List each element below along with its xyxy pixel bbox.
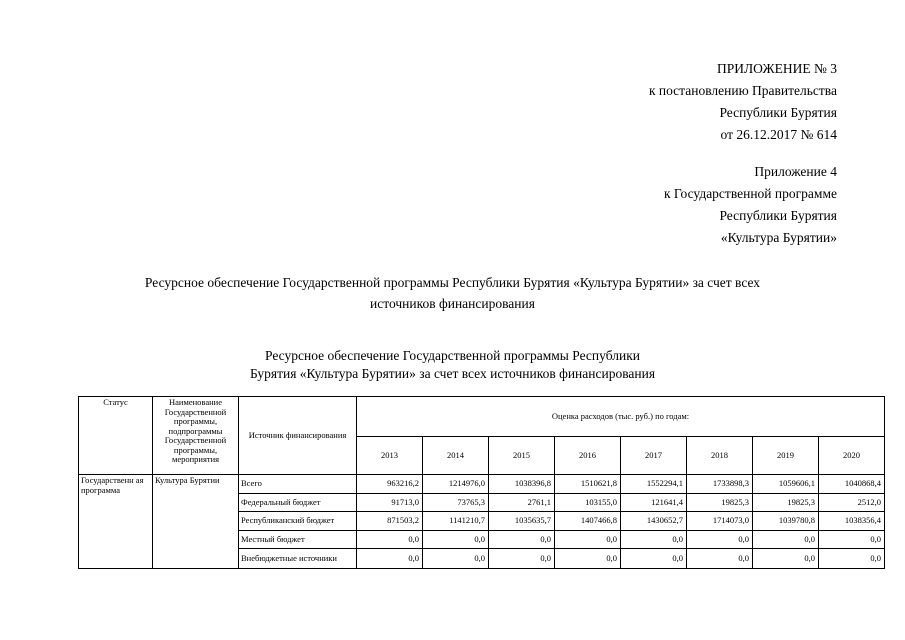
header-name: Наименование Государственной программы, подпрограммы Государственной программы, мероприятия [153, 397, 239, 475]
document-title-line-1: Ресурсное обеспечение Государственной программы Республики Бурятия «Культура Бурятии» за счет всех [144, 275, 761, 290]
source-cell: Внебюджетные источники [239, 549, 357, 569]
header-estimate: Оценка расходов (тыс. руб.) по годам: [357, 397, 885, 437]
value-cell: 0,0 [423, 549, 489, 569]
value-cell: 0,0 [489, 531, 555, 549]
value-cell: 1214976,0 [423, 475, 489, 494]
header-year: 2018 [687, 437, 753, 475]
appendix-4-ref: к Государственной программе [663, 186, 837, 201]
value-cell: 1510621,8 [555, 475, 621, 494]
table-title-line-1: Ресурсное обеспечение Государственной программы Республики [265, 348, 640, 363]
source-cell: Республиканский бюджет [239, 512, 357, 531]
appendix-4-republic: Республики Бурятия [719, 208, 837, 223]
table-title-line-2: Бурятия «Культура Бурятии» за счет всех источников финансирования [249, 366, 656, 381]
value-cell: 0,0 [621, 549, 687, 569]
value-cell: 0,0 [423, 531, 489, 549]
appendix-3-title: ПРИЛОЖЕНИЕ № 3 [716, 61, 837, 76]
value-cell: 1059606,1 [753, 475, 819, 494]
value-cell: 73765,3 [423, 494, 489, 512]
value-cell: 0,0 [819, 549, 885, 569]
value-cell: 1552294,1 [621, 475, 687, 494]
document-title [0, 272, 905, 314]
value-cell: 1038396,8 [489, 475, 555, 494]
appendix-4-block [664, 161, 837, 249]
header-year: 2017 [621, 437, 687, 475]
value-cell: 871503,2 [357, 512, 423, 531]
appendix-3-block [649, 58, 837, 146]
value-cell: 1038356,4 [819, 512, 885, 531]
source-cell: Всего [239, 475, 357, 494]
source-cell: Федеральный бюджет [239, 494, 357, 512]
header-year: 2019 [753, 437, 819, 475]
value-cell: 1430652,7 [621, 512, 687, 531]
resource-table [78, 396, 885, 569]
value-cell: 0,0 [555, 531, 621, 549]
value-cell: 0,0 [357, 549, 423, 569]
program-name-cell: Культура Бурятии [153, 475, 239, 569]
value-cell: 0,0 [489, 549, 555, 569]
value-cell: 0,0 [753, 531, 819, 549]
appendix-4-program: «Культура Бурятии» [720, 230, 837, 245]
value-cell: 2512,0 [819, 494, 885, 512]
value-cell: 121641,4 [621, 494, 687, 512]
value-cell: 1040868,4 [819, 475, 885, 494]
value-cell: 0,0 [555, 549, 621, 569]
value-cell: 0,0 [819, 531, 885, 549]
table-title [0, 347, 905, 383]
value-cell: 1039780,8 [753, 512, 819, 531]
table-row [79, 475, 885, 494]
appendix-3-republic: Республики Бурятия [719, 105, 837, 120]
header-year: 2015 [489, 437, 555, 475]
header-source: Источник финансирования [239, 397, 357, 475]
value-cell: 103155,0 [555, 494, 621, 512]
header-year: 2013 [357, 437, 423, 475]
value-cell: 1714073,0 [687, 512, 753, 531]
value-cell: 1407466,8 [555, 512, 621, 531]
value-cell: 1733898,3 [687, 475, 753, 494]
value-cell: 1035635,7 [489, 512, 555, 531]
header-status: Статус [79, 397, 153, 475]
appendix-4-title: Приложение 4 [754, 164, 837, 179]
value-cell: 963216,2 [357, 475, 423, 494]
value-cell: 0,0 [621, 531, 687, 549]
value-cell: 0,0 [357, 531, 423, 549]
appendix-3-ref: к постановлению Правительства [648, 83, 837, 98]
value-cell: 0,0 [753, 549, 819, 569]
document-title-line-2: источников финансирования [370, 296, 535, 311]
value-cell: 91713,0 [357, 494, 423, 512]
value-cell: 1141210,7 [423, 512, 489, 531]
value-cell: 2761,1 [489, 494, 555, 512]
value-cell: 19825,3 [687, 494, 753, 512]
header-year: 2016 [555, 437, 621, 475]
value-cell: 19825,3 [753, 494, 819, 512]
status-cell: Государственн ая программа [79, 475, 153, 569]
value-cell: 0,0 [687, 549, 753, 569]
value-cell: 0,0 [687, 531, 753, 549]
appendix-3-date: от 26.12.2017 № 614 [720, 127, 837, 142]
header-year: 2014 [423, 437, 489, 475]
source-cell: Местный бюджет [239, 531, 357, 549]
header-year: 2020 [819, 437, 885, 475]
